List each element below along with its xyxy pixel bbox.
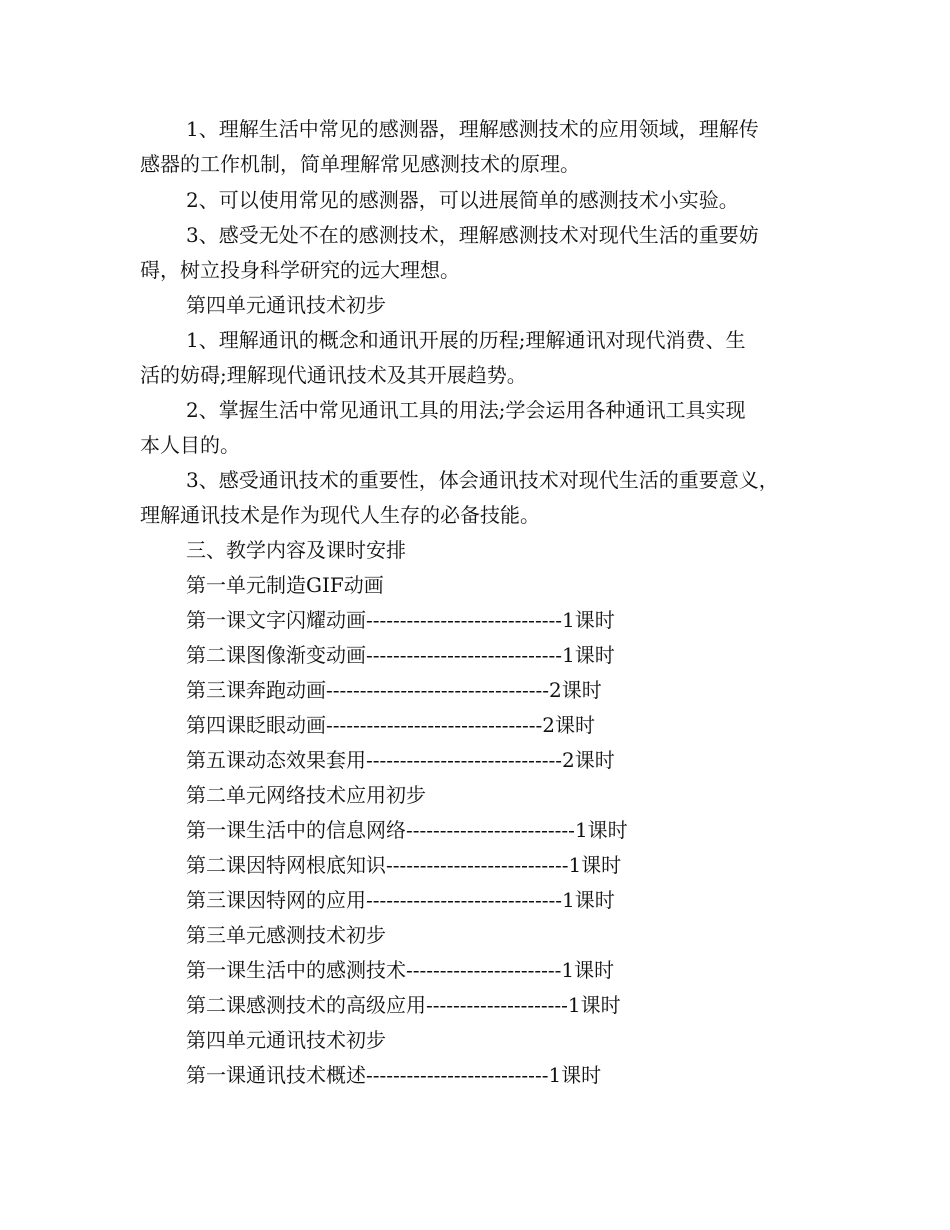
paragraph-line: 感器的工作机制，简单理解常见感测技术的原理。 [140,152,580,176]
paragraph-line: 2、可以使用常见的感测器，可以进展简单的感测技术小实验。 [186,188,739,212]
lesson-line: 第五课动态效果套用-----------------------------2课时 [186,748,615,772]
paragraph-line: 活的妨碍;理解现代通讯技术及其开展趋势。 [140,363,527,387]
lesson-line: 第二课图像渐变动画-----------------------------1课时 [186,643,615,667]
lesson-line: 第四课眨眼动画--------------------------------2课时 [186,713,595,737]
lesson-line: 第二课因特网根底知识---------------------------1课时 [186,853,622,877]
lesson-line: 第二课感测技术的高级应用---------------------1课时 [186,993,621,1017]
paragraph-line: 1、理解生活中常见的感测器，理解感测技术的应用领域，理解传 [186,117,759,141]
paragraph-line: 1、理解通讯的概念和通讯开展的历程;理解通讯对现代消费、生 [186,328,746,352]
paragraph-line: 理解通讯技术是作为现代人生存的必备技能。 [140,503,540,527]
lesson-line: 第三课奔跑动画---------------------------------2课时 [186,678,602,702]
lesson-line: 第三课因特网的应用-----------------------------1课时 [186,888,615,912]
unit-heading: 第一单元制造GIF动画 [186,573,384,597]
paragraph-line: 2、掌握生活中常见通讯工具的用法;学会运用各种通讯工具实现 [186,398,746,422]
paragraph-line: 碍，树立投身科学研究的远大理想。 [140,258,460,282]
unit-heading: 第三单元感测技术初步 [186,923,386,947]
unit-heading: 第四单元通讯技术初步 [186,1028,386,1052]
lesson-line: 第一课生活中的信息网络-------------------------1课时 [186,818,628,842]
paragraph-line: 本人目的。 [140,433,240,457]
lesson-line: 第一课文字闪耀动画-----------------------------1课时 [186,608,615,632]
lesson-line: 第一课通讯技术概述---------------------------1课时 [186,1063,602,1087]
section-heading: 三、教学内容及课时安排 [186,538,406,562]
paragraph-line: 3、感受通讯技术的重要性，体会通讯技术对现代生活的重要意义， [186,468,779,492]
lesson-line: 第一课生活中的感测技术-----------------------1课时 [186,958,615,982]
paragraph-line: 3、感受无处不在的感测技术，理解感测技术对现代生活的重要妨 [186,223,759,247]
unit-heading: 第四单元通讯技术初步 [186,293,386,317]
unit-heading: 第二单元网络技术应用初步 [186,783,426,807]
